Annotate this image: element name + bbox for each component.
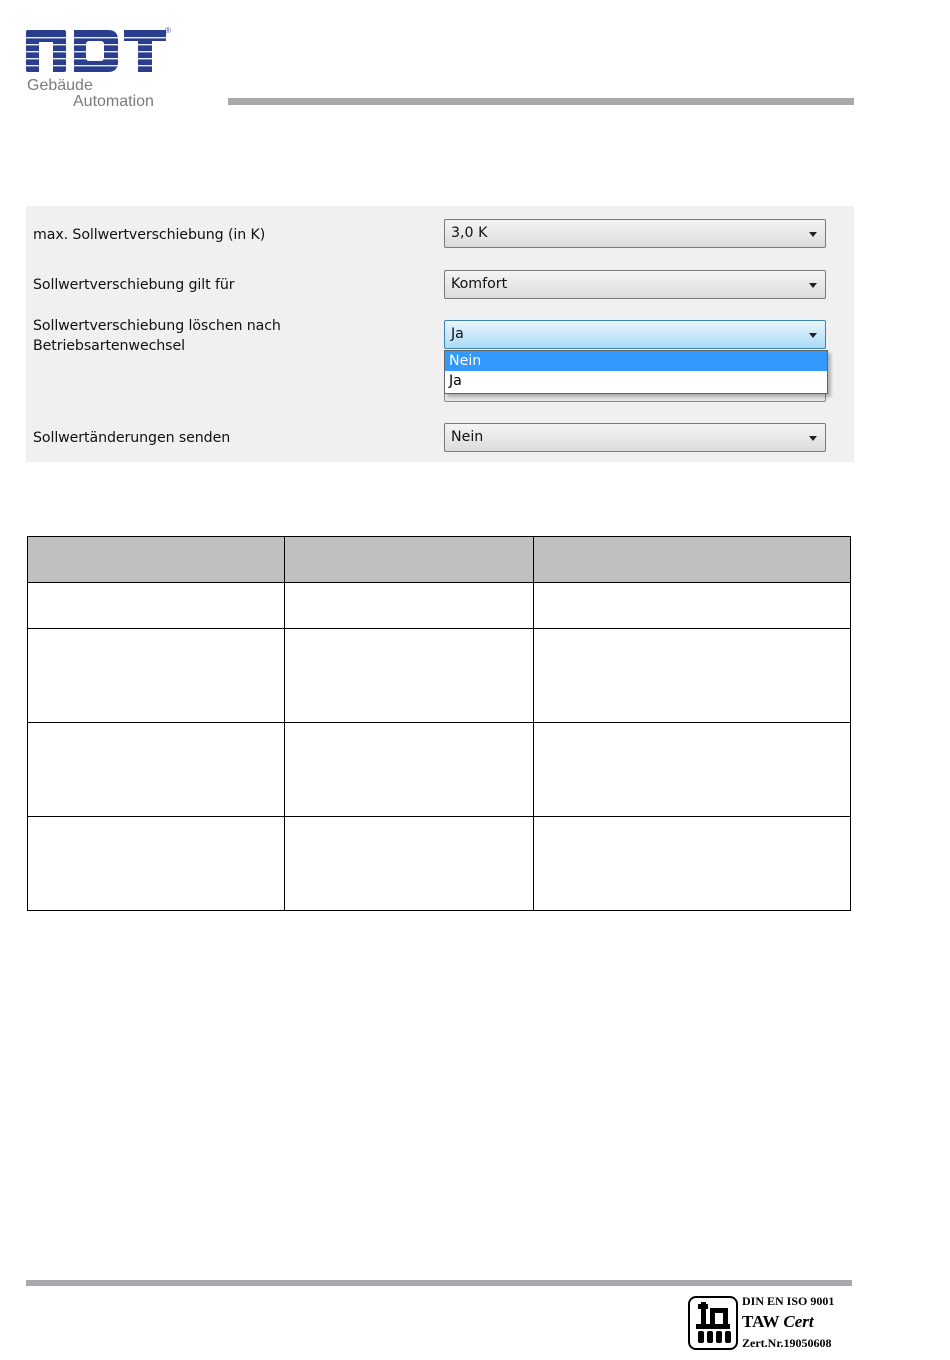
footer-divider bbox=[26, 1280, 852, 1286]
chevron-down-icon bbox=[809, 232, 817, 237]
table-cell bbox=[28, 723, 285, 817]
table-cell bbox=[534, 817, 851, 911]
certification-seal bbox=[688, 1296, 738, 1350]
table-cell bbox=[534, 723, 851, 817]
shift-applies-select[interactable] bbox=[444, 270, 826, 299]
cert-number: Zert.Nr.19050608 bbox=[742, 1336, 832, 1350]
dropdown-option-ja[interactable]: Ja bbox=[449, 373, 462, 389]
reset-shift-value: Ja bbox=[451, 326, 464, 342]
send-changes-select[interactable] bbox=[444, 423, 826, 452]
parameter-table bbox=[27, 536, 851, 911]
table-row bbox=[28, 723, 851, 817]
send-changes-value: Nein bbox=[451, 429, 484, 445]
mdt-wordmark-icon bbox=[26, 28, 166, 74]
table-cell bbox=[534, 583, 851, 629]
param-label-reset-shift bbox=[33, 316, 281, 356]
param-label-reset-shift-line2: Betriebsartenwechsel bbox=[33, 338, 185, 354]
table-cell bbox=[285, 723, 534, 817]
table-cell bbox=[28, 817, 285, 911]
table-cell bbox=[285, 583, 534, 629]
registered-mark: ® bbox=[165, 26, 171, 35]
shift-applies-value: Komfort bbox=[451, 276, 508, 292]
table-cell bbox=[534, 629, 851, 723]
param-label-max-shift: max. Sollwertverschiebung (in K) bbox=[33, 227, 266, 243]
table-header-cell bbox=[28, 537, 285, 583]
param-label-send-changes: Sollwertänderungen senden bbox=[33, 430, 231, 446]
chevron-down-icon bbox=[809, 283, 817, 288]
mdt-logo bbox=[26, 28, 176, 112]
table-header-row bbox=[28, 537, 851, 583]
cert-issuer-name: TAW bbox=[742, 1312, 784, 1331]
table-cell bbox=[28, 583, 285, 629]
table-cell bbox=[285, 629, 534, 723]
taw-cert-icon bbox=[690, 1298, 736, 1348]
table-header-cell bbox=[285, 537, 534, 583]
table-cell bbox=[285, 817, 534, 911]
chevron-down-icon bbox=[809, 333, 817, 338]
brand-tagline-line1: Gebäude bbox=[27, 77, 93, 94]
max-shift-value: 3,0 K bbox=[451, 225, 488, 241]
select-under-dropdown bbox=[444, 394, 826, 402]
table-row bbox=[28, 817, 851, 911]
table-cell bbox=[28, 629, 285, 723]
cert-issuer bbox=[742, 1312, 814, 1332]
table-row bbox=[28, 583, 851, 629]
cert-standard: DIN EN ISO 9001 bbox=[742, 1294, 835, 1308]
brand-tagline-line2: Automation bbox=[73, 93, 154, 110]
table-header-cell bbox=[534, 537, 851, 583]
reset-shift-select[interactable] bbox=[444, 320, 826, 349]
cert-issuer-cert: Cert bbox=[783, 1312, 814, 1331]
header-divider bbox=[228, 98, 854, 105]
chevron-down-icon bbox=[809, 436, 817, 441]
reset-shift-dropdown-list bbox=[444, 350, 828, 394]
parameter-panel bbox=[26, 206, 854, 462]
param-label-reset-shift-line1: Sollwertverschiebung löschen nach bbox=[33, 318, 281, 334]
param-label-shift-applies: Sollwertverschiebung gilt für bbox=[33, 277, 235, 293]
max-shift-select[interactable] bbox=[444, 219, 826, 248]
dropdown-option-nein[interactable]: Nein bbox=[445, 351, 827, 371]
table-row bbox=[28, 629, 851, 723]
